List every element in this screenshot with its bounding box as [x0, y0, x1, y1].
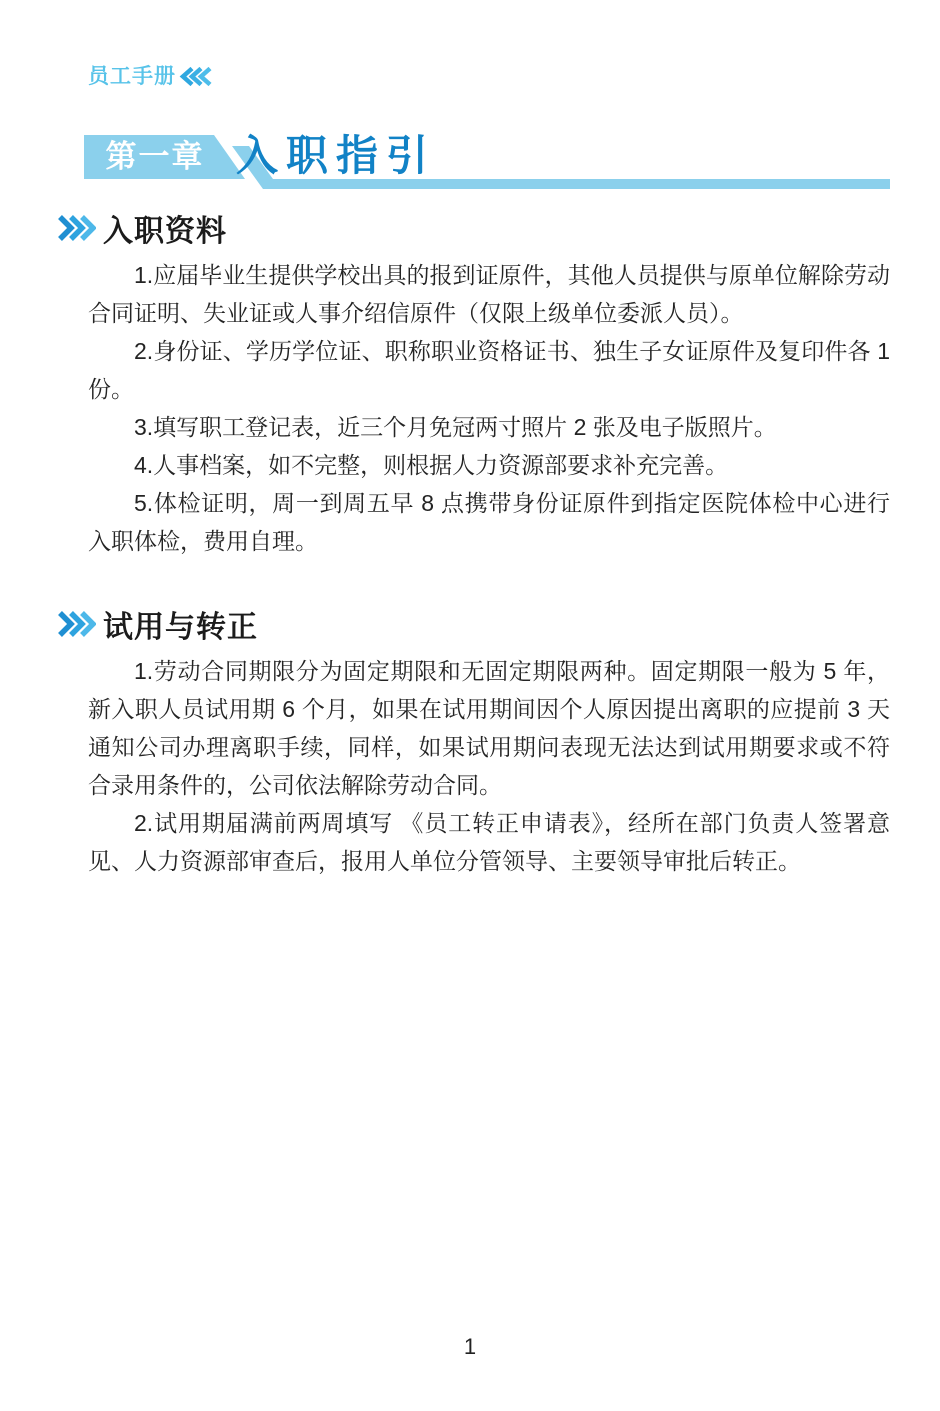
section-title: 试用与转正: [103, 611, 258, 644]
paragraph: 2.身份证、学历学位证、职称职业资格证书、独生子女证原件及复印件各 1 份。: [88, 338, 890, 402]
paragraph: 1.应届毕业生提供学校出具的报到证原件，其他人员提供与原单位解除劳动合同证明、失业证或人事介绍信原件（仅限上级单位委派人员）。: [88, 262, 890, 326]
section-heading-row: [57, 602, 890, 646]
chevrons-right-icon: [57, 610, 96, 638]
page-content: [88, 206, 890, 880]
paragraph: 5.体检证明，周一到周五早 8 点携带身份证原件到指定医院体检中心进行入职体检，费用自理。: [88, 490, 890, 554]
paragraph: 3.填写职工登记表，近三个月免冠两寸照片 2 张及电子版照片。: [134, 414, 777, 440]
paragraph: 2.试用期届满前两周填写 《员工转正申请表》，经所在部门负责人签署意见、人力资源部审查后，报用人单位分管领导、主要领导审批后转正。: [88, 810, 890, 874]
paragraph: 1.劳动合同期限分为固定期限和无固定期限两种。固定期限一般为 5 年，新入职人员试用期 6 个月，如果在试用期间因个人原因提出离职的应提前 3 天通知公司办理离职手续，同样，如果试用期问表现无法达到试用期要求或不符合录用条件的，公司依法解除劳动合同。: [88, 658, 890, 798]
chapter-badge: 第一章: [105, 139, 205, 174]
section-probation-and-confirmation: [88, 602, 890, 880]
page-number: 1: [463, 1334, 477, 1359]
chapter-ribbon-shape: [0, 0, 940, 210]
chevrons-right-icon: [57, 214, 96, 242]
section-title: 入职资料: [103, 215, 227, 248]
section-heading-row: [57, 206, 890, 250]
booklet-title: 员工手册: [88, 65, 176, 88]
chapter-title: 入职指引: [236, 132, 437, 179]
paragraph: 4.人事档案，如不完整，则根据人力资源部要求补充完善。: [134, 452, 729, 478]
section-onboarding-materials: [88, 206, 890, 560]
